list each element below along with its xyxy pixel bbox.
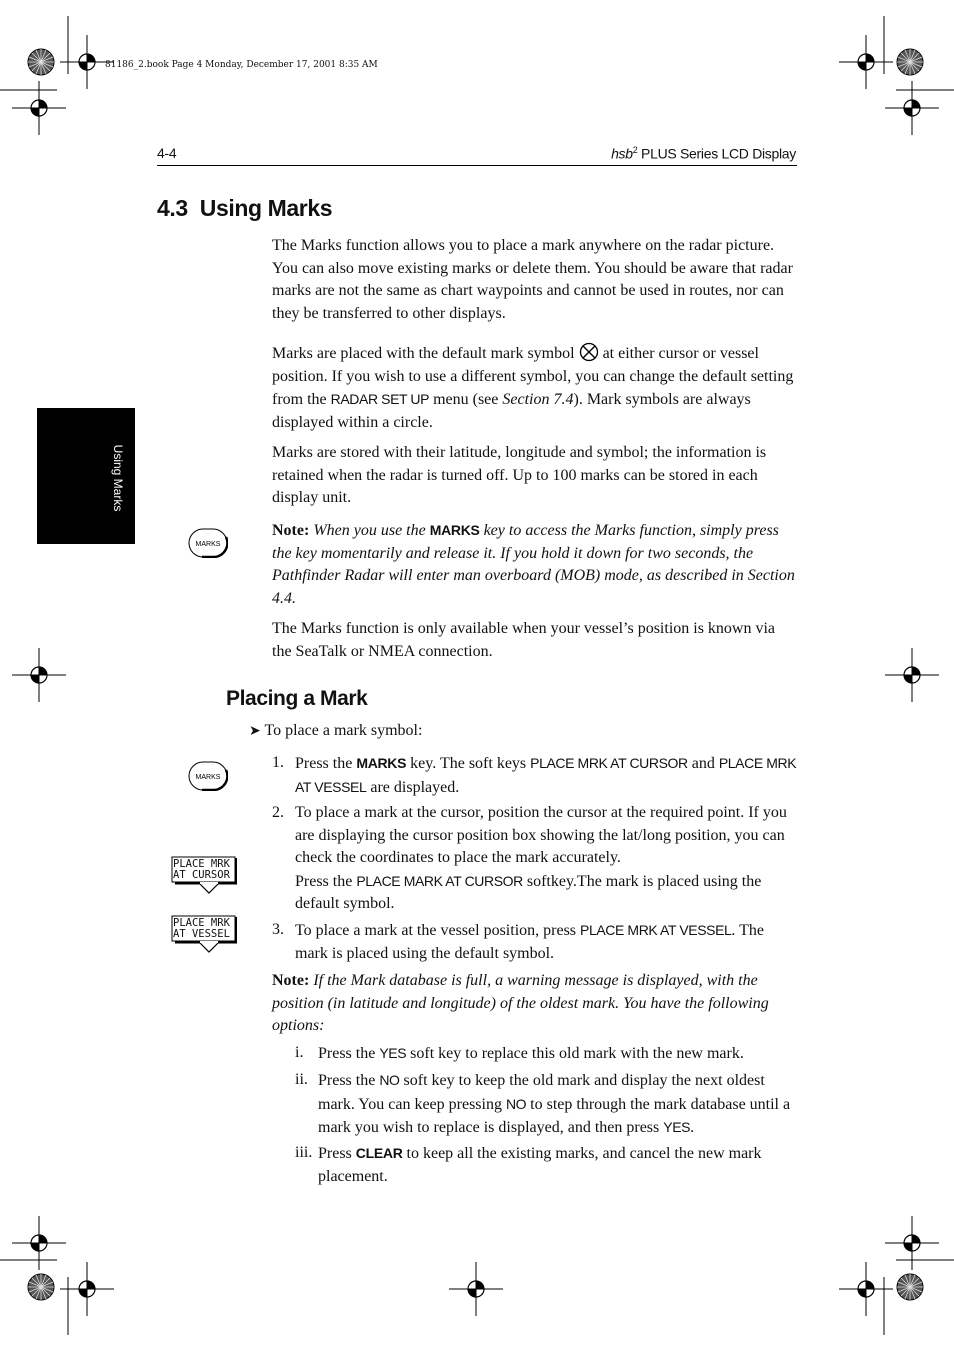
step-3-number: 3. <box>272 921 284 938</box>
para2-text-a: Marks are placed with the default mark symbol <box>272 345 575 362</box>
step2-text-c: softkey.The mark is placed using the default symbol. <box>295 872 762 912</box>
softkey-cursor-line2: AT CURSOR <box>173 869 230 881</box>
option-ii-text-b: soft key to keep the old mark and display the next oldest mark. You can keep pressing <box>318 1072 765 1113</box>
crop-stamp: 81186_2.book Page 4 Monday, December 17, 2001 8:35 AM <box>105 60 378 70</box>
para-availability: The Marks function is only available when your vessel’s position is known via the SeaTalk or NMEA connection. <box>272 620 776 660</box>
note-database-full <box>272 970 797 1038</box>
softkey-no-2: NO <box>505 1095 527 1112</box>
running-header-title <box>611 145 796 162</box>
option-ii-text-a: Press the <box>318 1072 376 1089</box>
section-heading <box>157 195 332 222</box>
option-iii-text-b: to keep all the existing marks, and cancel the new mark placement. <box>318 1145 762 1185</box>
page-number: 4-4 <box>157 145 177 161</box>
softkey-place-mrk-at-vessel-2: PLACE MRK AT VESSEL <box>580 922 732 938</box>
product-name: hsb <box>611 145 633 162</box>
softkey-vessel-label <box>173 918 230 940</box>
marks-key-icon <box>188 528 228 558</box>
procedure-intro <box>249 720 797 743</box>
note2-label: Note: <box>272 972 310 989</box>
softkey-place-mark-at-cursor: PLACE MARK AT CURSOR <box>356 872 523 889</box>
subsection-heading: Placing a Mark <box>226 687 368 710</box>
arrow-bullet-icon: ➤ <box>249 723 261 739</box>
step3-text-b: . The mark is placed using the default symbol. <box>295 922 765 962</box>
step-2 <box>295 802 797 916</box>
para2-text-c: menu (see <box>433 391 499 408</box>
softkey-yes: YES <box>379 1045 407 1061</box>
softkey-place-mrk-at-vessel: PLACE MRK AT VESSEL <box>295 755 797 795</box>
para2-text-b: at either cursor or vessel position. If you wish to use a different symbol, you can change the default setting from the <box>272 345 794 408</box>
product-superscript: 2 <box>632 145 638 155</box>
note-label: Note: <box>272 522 310 539</box>
step1-text-a: Press the <box>295 755 353 772</box>
step1-text-b: key. The soft keys <box>410 755 527 772</box>
option-i-text-a: Press the <box>318 1045 376 1062</box>
softkey-yes-2: YES <box>663 1119 691 1135</box>
step-3 <box>295 919 797 965</box>
header-title-rest: PLUS Series LCD Display <box>637 145 796 162</box>
para-intro: The Marks function allows you to place a mark anywhere on the radar picture. You can also move existing marks or delete them. You should be aware that radar marks are not the same as chart waypoints and cannot be used in routes, nor can they be transferred to other displays. <box>272 237 793 322</box>
option-i <box>318 1042 797 1066</box>
marks-key-label-2: MARKS <box>195 774 221 781</box>
step2-text-a: To place a mark at the cursor, position the cursor at the required point. If you are displaying the cursor position box showing the lat/long position, you can check the coordinates to place the mark accurately. <box>295 804 787 866</box>
option-i-number: i. <box>295 1044 304 1061</box>
softkey-place-mrk-at-cursor: PLACE MRK AT CURSOR <box>530 755 688 771</box>
section-reference: Section 7.4 <box>502 391 574 408</box>
option-ii-number: ii. <box>295 1071 308 1088</box>
header-rule <box>157 165 797 166</box>
note2-text: If the Mark database is full, a warning message is displayed, with the position (in latitude and longitude) of the oldest mark. You have the following options: <box>272 972 769 1034</box>
note1-text-a: When you use the <box>313 522 426 539</box>
softkey-cursor-label <box>173 859 230 881</box>
option-iii-number: iii. <box>295 1144 313 1161</box>
para-storage: Marks are stored with their latitude, longitude and symbol; the information is retained when the radar is turned off. Up to 100 marks can be stored in each display unit. <box>272 444 767 506</box>
option-i-text-b: soft key to replace this old mark with the new mark. <box>410 1045 744 1062</box>
option-ii-text-d: . <box>690 1119 695 1136</box>
section-title: Using Marks <box>199 195 333 221</box>
softkey-no: NO <box>379 1072 400 1088</box>
marks-key-icon-2 <box>188 761 228 791</box>
note-marks-key <box>272 519 797 610</box>
clear-key-name: CLEAR <box>355 1145 403 1161</box>
step-1-number: 1. <box>272 754 284 771</box>
option-iii-text-a: Press <box>318 1145 352 1162</box>
mark-symbol-icon <box>579 342 599 362</box>
side-tab-label: Using Marks <box>111 444 125 512</box>
option-ii <box>318 1069 797 1140</box>
softkey-vessel-line1: PLACE MRK <box>173 917 230 929</box>
radar-setup-menu-label: RADAR SET UP <box>330 391 430 407</box>
procedure-text: To place a mark symbol: <box>264 722 423 739</box>
step-1 <box>295 752 797 799</box>
marks-key-label: MARKS <box>195 541 221 548</box>
step1-text-c: and <box>691 755 715 772</box>
step2-text-b: Press the <box>295 872 353 890</box>
step1-marks-key: MARKS <box>356 755 407 771</box>
note1-text-b: key to access the Marks function, simply press the key momentarily and release it. If you hold it down for two seconds, the Pathfinder Radar will enter man overboard (MOB) mode, as described in Section 4.4. <box>272 522 795 607</box>
softkey-vessel-line2: AT VESSEL <box>173 928 230 940</box>
para-default-symbol <box>272 342 797 434</box>
step1-text-d: are displayed. <box>370 778 460 796</box>
step-2-number: 2. <box>272 804 284 821</box>
para2-text-d: ). Mark symbols are always displayed within a circle. <box>272 391 751 431</box>
option-iii <box>318 1142 797 1188</box>
step3-text-a: To place a mark at the vessel position, press <box>295 922 577 939</box>
option-ii-text-c: to step through the mark database until a mark you wish to replace is displayed, and then press <box>318 1095 791 1136</box>
marks-key-name: MARKS <box>429 522 480 538</box>
section-number: 4.3 <box>157 195 188 221</box>
softkey-cursor-line1: PLACE MRK <box>173 858 230 870</box>
